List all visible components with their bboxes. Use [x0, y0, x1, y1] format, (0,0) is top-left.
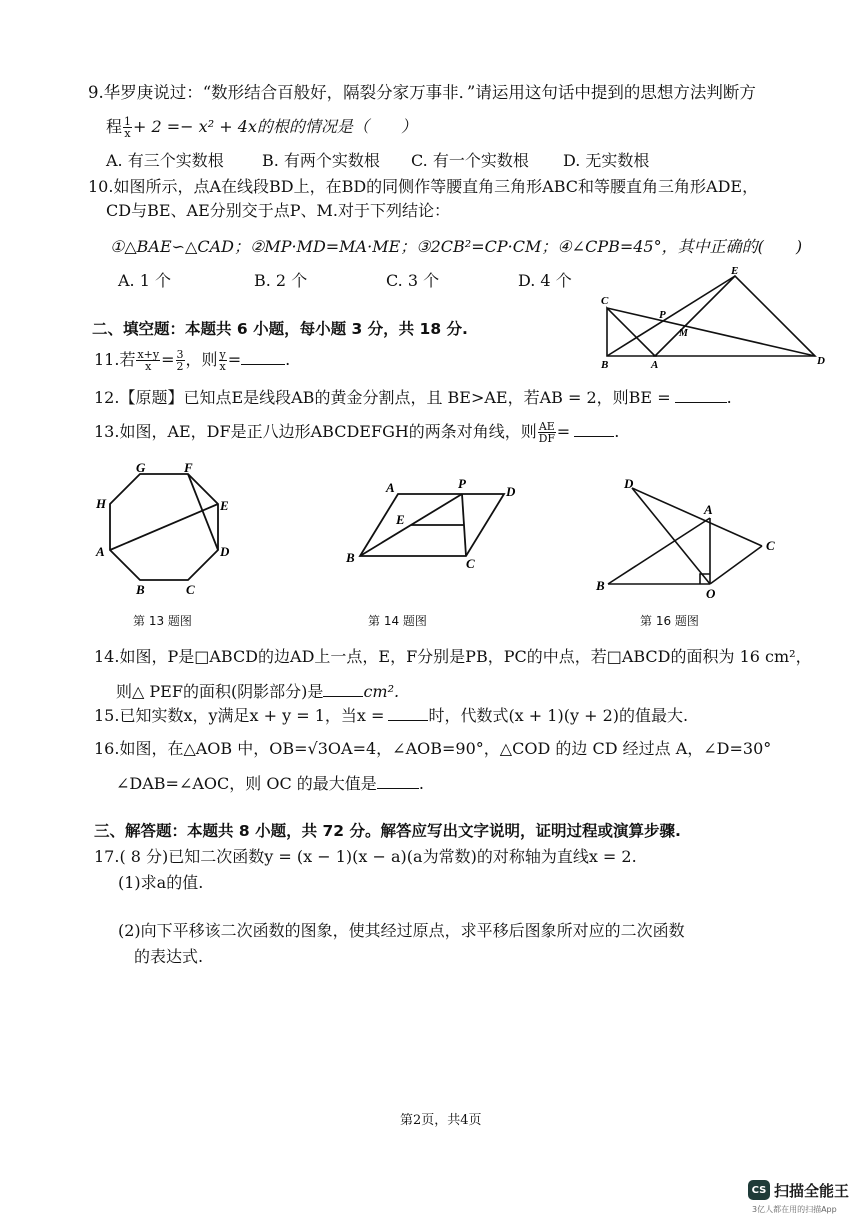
- label-h: H: [96, 496, 107, 511]
- scanner-logo: CS: [748, 1180, 770, 1200]
- q11-post1: ，则: [185, 350, 218, 369]
- q14-line2-post: cm².: [363, 682, 400, 701]
- q10-line3: ①△BAE∽△CAD；②MP·MD=MA·ME；③2CB²=CP·CM；④∠CPB=45°，其中正确的( ): [110, 237, 803, 256]
- q13-pre: 13.如图，AE，DF是正八边形ABCDEFGH的两条对角线，则: [94, 422, 537, 441]
- fig13-octagon: [92, 460, 252, 600]
- q14-answer-blank[interactable]: [323, 680, 363, 697]
- section2-title: 二、填空题：本题共 6 小题，每小题 3 分，共 18 分.: [92, 320, 468, 338]
- fig14-caption: 第 14 题图: [368, 614, 427, 628]
- q13: [94, 420, 619, 444]
- label-m: M: [679, 328, 688, 339]
- q16-answer-blank[interactable]: [377, 772, 419, 789]
- q9-fraction: [123, 116, 132, 139]
- label-b: B: [346, 550, 355, 565]
- q15-post: 时，代数式(x + 1)(y + 2)的值最大.: [428, 706, 689, 725]
- q11: [94, 348, 290, 372]
- q17-line1: 17.( 8 分)已知二次函数y = (x − 1)(x − a)(a为常数)的对称轴为直线x = 2.: [94, 847, 637, 866]
- label-c: C: [601, 295, 609, 307]
- label-a: A: [96, 544, 105, 559]
- page-number: 第2页，共4页: [400, 1113, 482, 1128]
- label-a: A: [704, 502, 713, 517]
- label-e: E: [731, 265, 739, 277]
- q16-line2-post: .: [418, 774, 424, 793]
- q10-figure: [595, 258, 825, 370]
- q13-answer-blank[interactable]: [574, 420, 614, 437]
- q10-line1: 10.如图所示，点A在线段BD上，在BD的同侧作等腰直角三角形ABC和等腰直角三角形ADE，: [88, 177, 759, 196]
- q11-frac2-num: 3: [176, 348, 184, 361]
- q12: [94, 386, 732, 409]
- q9-frac-den: x: [124, 127, 131, 140]
- fig16-caption: 第 16 题图: [640, 614, 699, 628]
- q9-line1: 9.华罗庚说过：“数形结合百般好，隔裂分家万事非．”请运用这句话中提到的思想方法判断方: [88, 83, 756, 102]
- q11-frac3-den: x: [219, 360, 226, 373]
- q12-answer-blank[interactable]: [675, 386, 727, 403]
- segment-cd: [607, 308, 815, 356]
- triangle-abc: [607, 308, 655, 356]
- label-b: B: [136, 582, 145, 597]
- q14-line2-pre: 则△ PEF的面积(阴影部分)是: [116, 682, 324, 701]
- q17-part2-line2: 的表达式.: [134, 947, 204, 966]
- diagonal-df: [188, 474, 218, 550]
- q9-option-a: A. 有三个实数根: [106, 151, 224, 170]
- q15: [94, 704, 688, 727]
- q11-frac1: [136, 349, 160, 372]
- q11-frac1-num: x+y: [137, 348, 160, 361]
- q17-part1: (1)求a的值.: [118, 873, 204, 892]
- q13-post: =: [556, 422, 571, 441]
- q11-answer-blank[interactable]: [241, 348, 285, 365]
- segment-dc: [632, 488, 762, 546]
- q16-line1: 16.如图，在△AOB 中，OB=√3OA=4，∠AOB=90°，△COD 的边 CD 经过点 A，∠D=30°: [94, 739, 772, 758]
- scanner-app-name: 扫描全能王: [774, 1182, 850, 1200]
- q11-end: .: [285, 350, 291, 369]
- q11-mid: =: [161, 350, 175, 369]
- label-b: B: [596, 578, 605, 593]
- section3-title: 三、解答题：本题共 8 小题，共 72 分。解答应写出文字说明，证明过程或演算步骤.: [94, 822, 681, 840]
- q13-end: .: [614, 422, 620, 441]
- triangle-ade: [655, 276, 815, 356]
- q13-frac-den: DF: [538, 432, 556, 445]
- q10-option-b: B. 2 个: [254, 271, 308, 290]
- q9-option-d: D. 无实数根: [563, 151, 650, 170]
- label-d: D: [506, 484, 516, 499]
- q14-line2: [116, 680, 399, 703]
- q10-line2: CD与BE、AE分别交于点P、M.对于下列结论：: [106, 201, 450, 220]
- q11-frac2-den: 2: [176, 360, 184, 373]
- q11-frac3-num: y: [219, 348, 226, 361]
- scanner-tagline: 3亿人都在用的扫描App: [752, 1205, 837, 1214]
- label-d: D: [624, 476, 634, 491]
- q9-line2: [106, 116, 417, 139]
- label-p: P: [659, 309, 666, 321]
- label-c: C: [186, 582, 195, 597]
- label-a: A: [386, 480, 395, 495]
- q14-line1: 14.如图，P是□ABCD的边AD上一点，E，F分别是PB，PC的中点，若□ABCD的面积为 16 cm²，: [94, 647, 812, 666]
- label-d: D: [220, 544, 230, 559]
- q10-option-d: D. 4 个: [518, 271, 572, 290]
- q12-text: 12.【原题】已知点E是线段AB的黄金分割点，且 BE>AE，若AB = 2，则BE =: [94, 388, 671, 407]
- label-c: C: [466, 556, 475, 571]
- q9-option-c: C. 有一个实数根: [411, 151, 529, 170]
- label-a: A: [651, 359, 659, 370]
- q15-pre: 15.已知实数x，y满足x + y = 1，当x =: [94, 706, 385, 725]
- q9-frac-num: 1: [124, 115, 132, 128]
- q12-end: .: [726, 388, 732, 407]
- q11-frac2: [176, 349, 185, 372]
- q13-frac: [538, 421, 556, 444]
- q17-part2-line1: (2)向下平移该二次函数的图象，使其经过原点，求平移后图象所对应的二次函数: [118, 921, 685, 940]
- q11-frac1-den: x: [145, 360, 152, 373]
- q9-option-b: B. 有两个实数根: [262, 151, 380, 170]
- label-e: E: [220, 498, 229, 513]
- q9-line2-post: + 2 =− x² + 4x的根的情况是（ ）: [133, 117, 417, 136]
- q10-option-c: C. 3 个: [386, 271, 440, 290]
- q15-answer-blank[interactable]: [388, 704, 428, 721]
- q9-line2-pre: 程: [106, 117, 123, 136]
- segment-ba: [608, 518, 710, 584]
- fig13-caption: 第 13 题图: [133, 614, 192, 628]
- q13-frac-num: AE: [538, 420, 555, 433]
- q11-post2: =: [227, 350, 242, 369]
- q11-pre: 11.若: [94, 350, 136, 369]
- label-f: F: [184, 460, 193, 475]
- segment-co: [710, 546, 762, 584]
- q16-line2-pre: ∠DAB=∠AOC，则 OC 的最大值是: [116, 774, 377, 793]
- label-c: C: [766, 538, 775, 553]
- label-e: E: [396, 512, 405, 527]
- q11-frac3: [219, 349, 227, 372]
- label-p: P: [458, 476, 466, 491]
- segment-be: [607, 276, 735, 356]
- fig16-figure: [592, 474, 792, 602]
- q16-line2: [116, 772, 424, 795]
- label-o: O: [706, 586, 716, 601]
- label-g: G: [136, 460, 146, 475]
- segment-do: [632, 488, 710, 584]
- q10-option-a: A. 1 个: [118, 271, 171, 290]
- fig14-parallelogram: [338, 472, 528, 572]
- label-b: B: [601, 359, 609, 370]
- label-d: D: [817, 355, 825, 367]
